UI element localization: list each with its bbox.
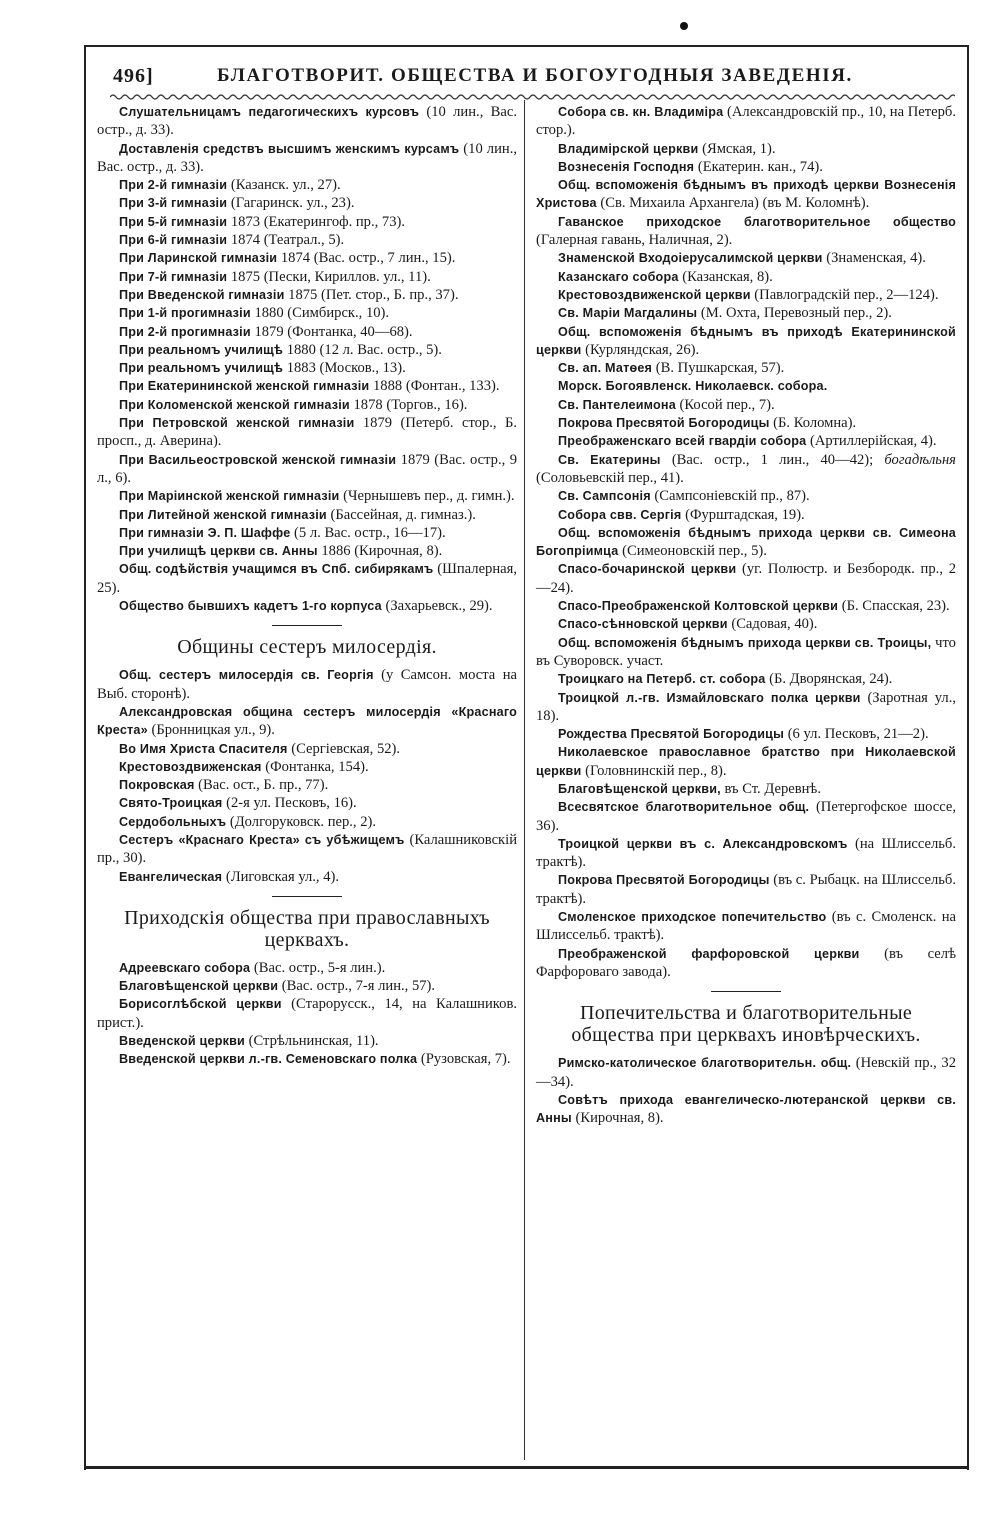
entry-name: Общ. вспоможенія бѣднымъ прихода церкви св. Симеона Богопріимца	[536, 525, 956, 559]
directory-entry	[536, 506, 956, 524]
entry-address: 1874 (Театрал., 5).	[227, 232, 345, 249]
directory-entry	[536, 396, 956, 414]
entry-italic-note: богадѣльня	[884, 451, 956, 468]
entry-name: Благовѣщенской церкви,	[558, 781, 721, 796]
entry-address: (Сергіевская, 52).	[287, 740, 401, 757]
entry-name: Доставленія средствъ высшимъ женскимъ курсамъ	[119, 141, 460, 156]
directory-entry	[97, 597, 517, 615]
entry-address: (Сампсоніевскій пр., 87).	[650, 488, 810, 505]
directory-entry	[97, 414, 517, 451]
entry-name: При училищѣ церкви св. Анны	[119, 544, 318, 559]
section-title-nursing: Общины сестеръ милосердія.	[177, 636, 437, 659]
entry-address: 1879 (Фонтанка, 40—68).	[250, 323, 413, 340]
directory-entry	[536, 323, 956, 360]
entry-name: При 7-й гимназіи	[119, 269, 228, 284]
entry-address: (Екатерин. кан., 74).	[694, 158, 823, 175]
directory-entry	[97, 868, 517, 886]
entry-name: Св. Сампсонія	[558, 489, 651, 504]
entry-address: (Знаменская, 4).	[822, 250, 926, 267]
entry-name: Покрова Пресвятой Богородицы	[558, 873, 770, 888]
entry-address: (Невскій пр., 32—34).	[536, 1055, 956, 1090]
directory-entry	[97, 451, 517, 488]
entry-name: Знаменской Входоіерусалимской церкви	[558, 251, 823, 266]
entry-address: (Св. Михаила Архангела) (въ М. Коломнѣ).	[596, 195, 870, 212]
directory-entry	[536, 835, 956, 872]
entry-address: 1886 (Кирочная, 8).	[317, 543, 443, 560]
entry-address: (Казанск. ул., 27).	[227, 177, 341, 194]
directory-entry	[536, 634, 956, 671]
entry-address: 1875 (Пет. стор., Б. пр., 37).	[284, 286, 459, 303]
directory-entry	[536, 524, 956, 561]
entry-name: Св. Пантелеимона	[558, 397, 676, 412]
directory-entry	[536, 908, 956, 945]
entry-name: Александровская община сестеръ милосердія «Краснаго Креста»	[97, 704, 517, 738]
directory-entry	[536, 670, 956, 688]
frame-right-rule	[967, 45, 969, 1470]
directory-entry	[536, 140, 956, 158]
entry-address: (Гагаринск. ул., 23).	[227, 195, 355, 212]
entry-address: (Курляндская, 26).	[581, 341, 700, 358]
directory-entry	[536, 615, 956, 633]
entry-name: Римско-католическое благотворительн. общ.	[558, 1056, 852, 1071]
entry-address: (6 ул. Песковъ, 21—2).	[784, 726, 929, 743]
entry-address: что въ Суворовск. участ.	[536, 634, 956, 669]
right-column	[536, 103, 956, 1127]
directory-entry	[97, 176, 517, 194]
entry-name: Св. ап. Матѳея	[558, 361, 653, 376]
entry-name: Во Имя Христа Спасителя	[119, 741, 288, 756]
entry-name: Троицкаго на Петерб. ст. собора	[558, 672, 766, 687]
entry-address: (10 лин., Вас. остр., д. 33).	[97, 104, 517, 139]
entry-address: (Косой пер., 7).	[675, 396, 775, 413]
entry-name: Преображенскаго всей гвардіи собора	[558, 434, 807, 449]
header-wavy-rule	[110, 92, 955, 102]
section-separator	[711, 991, 781, 992]
entry-name: Спасо-сѣнновской церкви	[558, 617, 728, 632]
frame-bottom-rule	[84, 1466, 969, 1469]
entry-name: Слушательницамъ педагогическихъ курсовъ	[119, 105, 420, 119]
directory-entry	[97, 231, 517, 249]
entry-address: (Ямская, 1).	[698, 140, 776, 157]
entry-name: Николаевское православное братство при Николаевской церкви	[536, 745, 956, 778]
entry-address: (Петергофское шоссе, 36).	[536, 799, 956, 834]
directory-entry	[97, 341, 517, 359]
entry-address: (Вас. ост., Б. пр., 77).	[194, 777, 329, 794]
entry-address: (Вас. остр., 7-я лин., 57).	[278, 978, 436, 995]
print-mark	[680, 22, 688, 30]
entry-address: (Чернышевъ пер., д. гимн.).	[339, 488, 515, 505]
directory-entry	[536, 871, 956, 908]
directory-entry	[536, 945, 956, 982]
entry-name: Св. Маріи Магдалины	[558, 306, 698, 321]
entry-name: Свято-Троицкая	[119, 796, 223, 811]
entry-name: При 2-й гимназіи	[119, 178, 228, 193]
entry-name: Благовѣщенской церкви	[119, 979, 279, 994]
entry-address: 1879 (Вас. остр., 9 л., 6).	[97, 451, 517, 486]
entry-name: Всесвятское благотворительное общ.	[558, 800, 810, 815]
entry-address: (Стрѣльнинская, 11).	[244, 1033, 379, 1050]
entry-name: При Петровской женской гимназіи	[119, 416, 355, 431]
entry-name: При 6-й гимназіи	[119, 233, 228, 248]
entry-address: (Б. Коломна).	[769, 415, 857, 432]
entry-name: Совѣтъ прихода евангелическо-лютеранской церкви св. Анны	[536, 1092, 956, 1126]
entry-address: (Фурштадская, 19).	[681, 506, 805, 523]
entry-name: Собора св. кн. Владиміра	[558, 105, 724, 119]
directory-entry	[97, 560, 517, 597]
entry-address: (Симеоновскій пер., 5).	[618, 543, 767, 560]
entry-name: При 3-й гимназіи	[119, 196, 228, 211]
directory-entry	[536, 377, 956, 395]
directory-entry	[536, 286, 956, 304]
directory-entry	[536, 798, 956, 835]
entry-name: Общ. вспоможенія бѣднымъ прихода церкви св. Троицы,	[558, 635, 932, 650]
entry-address: (Казанская, 8).	[678, 268, 773, 285]
section-separator	[272, 896, 342, 897]
directory-entry	[97, 977, 517, 995]
directory-entry	[536, 432, 956, 450]
entry-name: Спасо-Преображенской Колтовской церкви	[558, 599, 839, 614]
entry-name: При Введенской гимназіи	[119, 287, 285, 302]
entry-address: (въ селѣ Фарфороваго завода).	[536, 945, 956, 980]
entry-name: При Ларинской гимназіи	[119, 251, 278, 266]
entry-name: Собора свв. Сергія	[558, 507, 682, 522]
directory-entry	[97, 1032, 517, 1050]
directory-entry	[97, 194, 517, 212]
entry-address: (Заротная ул., 18).	[536, 689, 956, 724]
directory-entry	[97, 995, 517, 1032]
directory-entry	[536, 780, 956, 798]
frame-top-rule	[84, 45, 969, 47]
entry-list	[536, 1054, 956, 1127]
entry-name: При 2-й прогимназіи	[119, 324, 251, 339]
entry-name: При Литейной женской гимназіи	[119, 507, 327, 522]
directory-entry	[97, 542, 517, 560]
entry-address: 1888 (Фонтан., 133).	[369, 378, 500, 395]
entry-address: (Фонтанка, 154).	[261, 758, 369, 775]
directory-entry	[97, 213, 517, 231]
directory-entry	[97, 249, 517, 267]
directory-entry	[97, 758, 517, 776]
entry-name: Вознесенія Господня	[558, 159, 695, 174]
entry-name: При гимназіи Э. П. Шаффе	[119, 525, 291, 540]
entry-address: 1873 (Екатерингоф. пр., 73).	[227, 213, 406, 230]
entry-name: Адреевскаго собора	[119, 960, 251, 975]
directory-entry	[97, 506, 517, 524]
entry-name: При 1-й прогимназіи	[119, 306, 251, 321]
entry-name: Спасо-бочаринской церкви	[558, 562, 737, 577]
entry-name: При 5-й гимназіи	[119, 214, 228, 229]
directory-entry	[97, 776, 517, 794]
entry-name: Общ. содѣйствія учащимся въ Спб. сибирякамъ	[119, 562, 434, 577]
directory-entry	[536, 725, 956, 743]
entry-name: Покровская	[119, 778, 195, 793]
entry-name: Морск. Богоявленск. Николаевск. собора.	[558, 379, 828, 394]
entry-address: (Б. Спасская, 23).	[838, 598, 950, 615]
entry-address: въ Ст. Деревнѣ.	[720, 780, 822, 797]
entry-name: Преображенской фарфоровской церкви	[558, 946, 860, 961]
entry-list	[97, 103, 517, 615]
entry-address: (уг. Полюстр. и Безбородк. пр., 2—24).	[536, 561, 956, 596]
entry-address: (Б. Дворянская, 24).	[765, 671, 893, 688]
entry-address: (В. Пушкарская, 57).	[652, 360, 785, 377]
directory-entry	[97, 377, 517, 395]
directory-entry	[97, 323, 517, 341]
directory-entry	[536, 1091, 956, 1128]
entry-name: Троицкой л.-гв. Измайловскаго полка церкви	[558, 690, 861, 705]
entry-name: Покрова Пресвятой Богородицы	[558, 416, 770, 431]
entry-name: Св. Екатерины	[558, 452, 661, 467]
entry-address: (Калашниковскій пр., 30).	[97, 831, 517, 867]
entry-address: (2-я ул. Песковъ, 16).	[222, 795, 357, 812]
section-separator	[272, 625, 342, 626]
entry-address: (10 лин., Вас. остр., д. 33).	[97, 140, 517, 175]
entry-address: 1874 (Вас. остр., 7 лин., 15).	[277, 250, 456, 267]
directory-entry	[536, 1054, 956, 1091]
entry-address: (Долгоруковск. пер., 2).	[226, 813, 377, 830]
entry-address: (въ с. Смоленск. на Шлиссельб. трактѣ).	[536, 909, 956, 944]
entry-address: (Артиллерійская, 4).	[806, 433, 937, 450]
entry-name: Владимірской церкви	[558, 141, 699, 156]
entry-address: (Бронницкая ул., 9).	[147, 722, 275, 739]
entry-address: (Садовая, 40).	[727, 616, 818, 633]
entry-address: 1879 (Петерб. стор., Б. просп., д. Аверина).	[97, 415, 517, 450]
entry-name: Общ. вспоможенія бѣднымъ въ приходѣ Екатерининской церкви	[536, 324, 956, 357]
directory-entry	[97, 703, 517, 740]
entry-address: 1878 (Торгов., 16).	[349, 396, 468, 413]
directory-entry	[97, 666, 517, 703]
entry-name: Гаванское приходское благотворительное общество	[558, 214, 956, 229]
directory-entry	[97, 813, 517, 831]
directory-entry	[536, 414, 956, 432]
entry-name: При реальномъ училищѣ	[119, 342, 284, 357]
entry-name: Общ. сестеръ милосердія св. Георгія	[119, 668, 374, 683]
entry-address: 1880 (12 л. Вас. остр., 5).	[283, 341, 442, 358]
section-title-foreign-churches: Попечительства и благотворительные общества при церквахъ иновѣрческихъ.	[571, 1002, 921, 1047]
entry-address: (у Самсон. моста на Выб. сторонѣ).	[97, 667, 517, 702]
entry-address: (Вас. остр., 5-я лин.).	[250, 959, 386, 976]
directory-entry	[97, 268, 517, 286]
entry-name: Крестовоздвиженская	[119, 759, 262, 774]
entry-address: (5 л. Вас. остр., 16—17).	[290, 524, 446, 541]
directory-entry	[536, 359, 956, 377]
directory-entry	[97, 740, 517, 758]
frame-left-rule	[84, 45, 86, 1470]
entry-address: (Рузовская, 7).	[417, 1051, 511, 1068]
entry-name: Рождества Пресвятой Богородицы	[558, 727, 785, 742]
entry-address: 1880 (Симбирск., 10).	[250, 305, 390, 322]
directory-entry	[536, 249, 956, 267]
entry-name: Евангелическая	[119, 869, 223, 884]
directory-entry	[536, 304, 956, 322]
entry-address-tail: (Соловьевскій пер., 41).	[536, 469, 684, 486]
directory-entry	[97, 359, 517, 377]
directory-entry	[536, 560, 956, 597]
entry-list	[97, 959, 517, 1069]
section-title-parish-orthodox: Приходскія общества при православныхъ церквахъ.	[124, 906, 490, 951]
entry-address: (М. Охта, Перевозный пер., 2).	[697, 305, 892, 322]
directory-entry	[536, 268, 956, 286]
entry-name: Общество бывшихъ кадетъ 1-го корпуса	[119, 599, 382, 614]
entry-address: (Шпалерная, 25).	[97, 561, 517, 596]
directory-entry	[97, 286, 517, 304]
directory-entry	[536, 597, 956, 615]
entry-address: 1875 (Пески, Кириллов. ул., 11).	[227, 268, 431, 285]
entry-address: (въ с. Рыбацк. на Шлиссельб. трактѣ).	[536, 872, 956, 907]
entry-address: (Головнинскій пер., 8).	[581, 762, 727, 779]
directory-entry	[536, 487, 956, 505]
directory-entry	[97, 396, 517, 414]
page-number: 496]	[113, 65, 154, 87]
entry-name: Борисоглѣбской церкви	[119, 997, 282, 1012]
page-header	[113, 65, 953, 91]
directory-entry	[97, 487, 517, 505]
entry-name: Крестовоздвиженской церкви	[558, 287, 751, 302]
entry-name: Сердобольныхъ	[119, 814, 227, 829]
directory-entry	[97, 959, 517, 977]
entry-address: (Старорусск., 14, на Калашников. прист.).	[97, 996, 517, 1031]
entry-address: (Вас. остр., 1 лин., 40—42);	[660, 451, 885, 468]
directory-entry	[97, 140, 517, 177]
entry-list	[97, 666, 517, 886]
entry-name: Казанскаго собора	[558, 269, 679, 284]
directory-entry	[536, 743, 956, 780]
entry-address: (Галерная гавань, Наличная, 2).	[536, 232, 733, 249]
directory-entry	[536, 451, 956, 488]
left-column	[97, 103, 517, 1069]
entry-address: (Кирочная, 8).	[571, 1110, 664, 1127]
entry-name: Введенской церкви	[119, 1034, 245, 1049]
entry-name: Смоленское приходское попечительство	[558, 910, 827, 925]
entry-address: (Захарьевск., 29).	[381, 598, 493, 615]
entry-address: (Александровскій пр., 10, на Петерб. стор.).	[536, 104, 956, 139]
directory-entry	[536, 103, 956, 140]
entry-name: Сестеръ «Краснаго Креста» съ убѣжищемъ	[119, 832, 405, 847]
entry-list	[536, 103, 956, 981]
entry-name: При Васильеостровской женской гимназіи	[119, 452, 397, 467]
directory-entry	[536, 158, 956, 176]
directory-entry	[97, 524, 517, 542]
directory-entry	[536, 213, 956, 250]
directory-entry	[97, 794, 517, 812]
entry-address: (Лиговская ул., 4).	[222, 868, 340, 885]
directory-entry	[97, 103, 517, 140]
entry-address: (на Шлиссельб. трактѣ).	[536, 835, 956, 871]
running-title: БЛАГОТВОРИТ. ОБЩЕСТВА И БОГОУГОДНЫЯ ЗАВЕДЕНІЯ.	[217, 65, 853, 86]
entry-name: При Екатерининской женской гимназіи	[119, 379, 370, 394]
entry-address: 1883 (Москов., 13).	[283, 360, 406, 377]
entry-name: При Коломенской женской гимназіи	[119, 397, 350, 412]
entry-address: (Бассейная, д. гимназ.).	[326, 506, 476, 523]
entry-name: При Маріинской женской гимназіи	[119, 489, 340, 504]
directory-entry	[97, 831, 517, 868]
entry-name: Введенской церкви л.-гв. Семеновскаго полка	[119, 1052, 418, 1067]
directory-entry	[97, 304, 517, 322]
entry-address: (Павлоградскій пер., 2—124).	[750, 286, 939, 303]
entry-name: Общ. вспоможенія бѣднымъ въ приходѣ церкви Вознесенія Христова	[536, 178, 956, 211]
directory-entry	[536, 689, 956, 726]
column-divider	[524, 100, 525, 1460]
directory-entry	[97, 1050, 517, 1068]
entry-name: При реальномъ училищѣ	[119, 361, 284, 376]
entry-name: Троицкой церкви въ с. Александровскомъ	[558, 836, 848, 851]
directory-entry	[536, 176, 956, 213]
